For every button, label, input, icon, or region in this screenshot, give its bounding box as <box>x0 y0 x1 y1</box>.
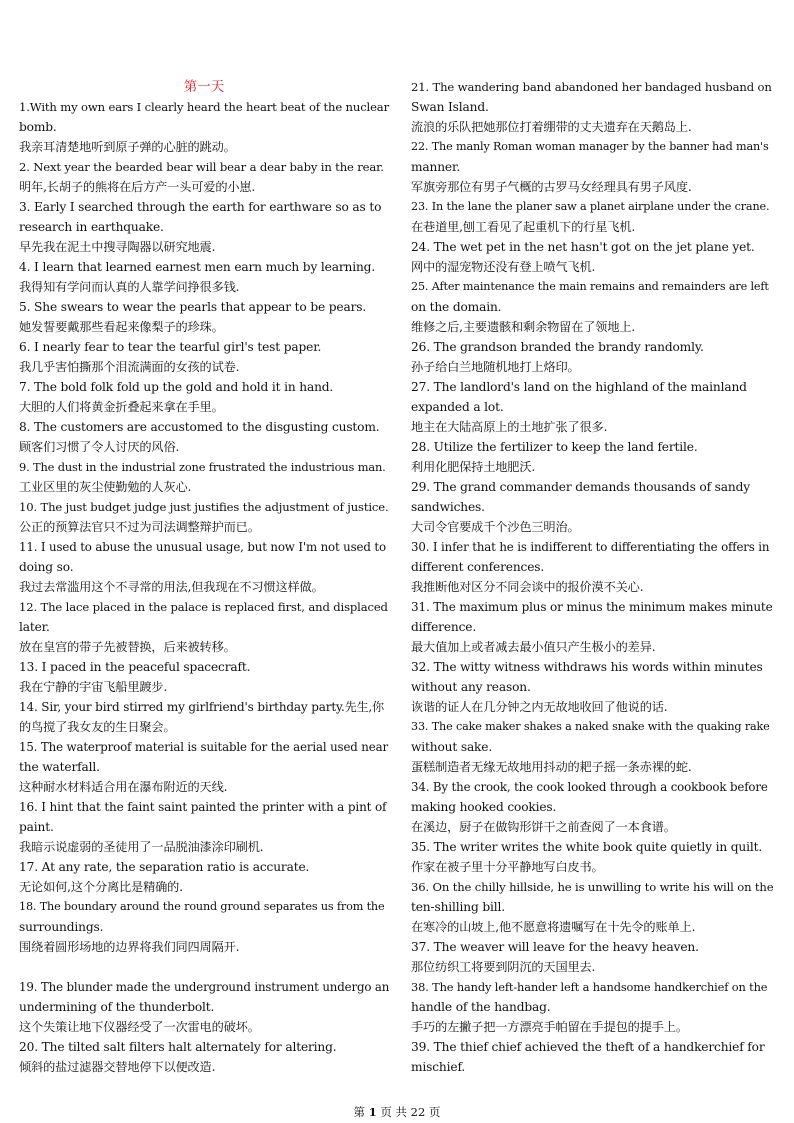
text-line: 流浪的乐队把她那位打着绷带的丈夫遗弃在天鹅岛上. <box>411 120 692 134</box>
text-line: 网中的湿宠物还没有登上喷气飞机. <box>411 260 596 274</box>
text-line: 作家在被子里十分平静地写白皮书。 <box>411 860 604 874</box>
text-line: 在巷道里,刨工看见了起重机下的行星飞机. <box>411 220 636 234</box>
text-line: bomb. <box>19 120 57 134</box>
text-line: 22. The manly Roman woman manager by the banner had man's <box>411 140 769 153</box>
text-line: 6. I nearly fear to tear the tearful girl's test paper. <box>19 340 322 354</box>
footer-prefix: 第 <box>353 1105 366 1119</box>
text-line: 8. The customers are accustomed to the disgusting custom. <box>19 420 380 434</box>
text-line: handle of the handbag. <box>411 1000 551 1014</box>
text-line: 16. I hint that the faint saint painted the printer with a pint of <box>19 800 387 814</box>
text-line: 诙谐的证人在几分钟之内无故地收回了他说的话. <box>411 700 668 714</box>
text-line: the waterfall. <box>19 760 100 774</box>
text-line: 顾客们习惯了令人讨厌的风俗. <box>19 440 180 454</box>
text-line: 在溪边，厨子在做钩形饼干之前查阅了一本食谱。 <box>411 820 676 834</box>
text-line: 我过去常滥用这个不寻常的用法,但我现在不习惯这样做。 <box>19 580 324 594</box>
text-line: 13. I paced in the peaceful spacecraft. <box>19 660 251 674</box>
footer-page-number: 1 <box>368 1105 377 1119</box>
text-line: 我几乎害怕撕那个泪流满面的女孩的试卷. <box>19 360 240 374</box>
text-line: 21. The wandering band abandoned her bandaged husband on <box>411 80 772 94</box>
footer-total-pages: 22 <box>410 1105 426 1119</box>
text-line: 利用化肥保持土地肥沃. <box>411 460 536 474</box>
text-line: 我在宁静的宇宙飞船里踱步. <box>19 680 168 694</box>
text-line: 24. The wet pet in the net hasn't got on the jet plane yet. <box>411 240 755 254</box>
text-line: 36. On the chilly hillside, he is unwilling to write his will on the <box>411 880 774 894</box>
blank-line <box>19 957 389 977</box>
text-line: undermining of the thunderbolt. <box>19 1000 215 1014</box>
text-line: 10. The just budget judge just justifies the adjustment of justice. <box>19 500 389 514</box>
text-line: 28. Utilize the fertilizer to keep the land fertile. <box>411 440 698 454</box>
text-line: 32. The witty witness withdraws his words within minutes <box>411 660 763 674</box>
page-title: 第一天 <box>183 79 225 95</box>
text-line: 早先我在泥土中搜寻陶器以研究地震. <box>19 240 216 254</box>
footer-suffix: 页 <box>428 1105 441 1119</box>
text-line: 5. She swears to wear the pearls that appear to be pears. <box>19 300 367 314</box>
text-line: 倾斜的盐过滤器交替地停下以便改造. <box>19 1060 216 1074</box>
text-line: 孙子给白兰地随机地打上烙印。 <box>411 360 580 374</box>
text-line: ten-shilling bill. <box>411 900 505 914</box>
text-line: 无论如何,这个分离比是精确的. <box>19 880 183 894</box>
text-line: 她发誓要戴那些看起来像梨子的珍珠。 <box>19 320 224 334</box>
text-line: 的鸟搅了我女友的生日聚会。 <box>19 720 176 734</box>
text-line: 我暗示说虚弱的圣徒用了一品脱油漆涂印刷机. <box>19 840 264 854</box>
text-line: 大胆的人们将黄金折叠起来拿在手里。 <box>19 400 224 414</box>
text-line: 19. The blunder made the underground instrument undergo an <box>19 980 390 994</box>
text-line: 33. The cake maker shakes a naked snake with the quaking rake <box>411 720 770 733</box>
text-line: 我亲耳清楚地听到原子弹的心脏的跳动。 <box>19 140 236 154</box>
text-line: 地主在大陆高原上的土地扩张了很多. <box>411 420 608 434</box>
text-line: different conferences. <box>411 560 545 574</box>
text-line: mischief. <box>411 1060 466 1074</box>
text-line: 11. I used to abuse the unusual usage, but now I'm not used to <box>19 540 386 554</box>
text-line: later. <box>19 620 50 634</box>
text-line: doing so. <box>19 560 74 574</box>
text-line: 38. The handy left-hander left a handsome handkerchief on the <box>411 980 768 994</box>
page-footer <box>0 1104 794 1120</box>
text-line: 维修之后,主要遗骸和剩余物留在了领地上. <box>411 320 636 334</box>
right-column <box>411 77 773 1077</box>
text-line: 2. Next year the bearded bear will bear a dear baby in the rear. <box>19 160 384 174</box>
text-line: making hooked cookies. <box>411 800 557 814</box>
left-column <box>19 77 389 1077</box>
text-line: 35. The writer writes the white book quite quietly in quilt. <box>411 840 763 854</box>
text-line: 最大值加上或者减去最小值只产生极小的差异. <box>411 640 656 654</box>
text-line: research in earthquake. <box>19 220 164 234</box>
text-line: manner. <box>411 160 461 174</box>
text-line: 25. After maintenance the main remains and remainders are left <box>411 280 769 293</box>
text-line: 放在皇宫的带子先被替换，后来被转移。 <box>19 640 236 654</box>
text-line: 26. The grandson branded the brandy randomly. <box>411 340 704 354</box>
text-line: 39. The thief chief achieved the theft of a handkerchief for <box>411 1040 765 1054</box>
text-line: Swan Island. <box>411 100 489 114</box>
text-line: 1.With my own ears I clearly heard the heart beat of the nuclear <box>19 100 389 114</box>
text-line: expanded a lot. <box>411 400 504 414</box>
text-line: 27. The landlord's land on the highland of the mainland <box>411 380 747 394</box>
text-line: 我得知有学问而认真的人靠学问挣很多钱. <box>19 280 240 294</box>
text-line: on the domain. <box>411 300 502 314</box>
text-line: without any reason. <box>411 680 531 694</box>
text-line: 大司令官要成千个沙色三明治。 <box>411 520 580 534</box>
text-line: 明年,长胡子的熊将在后方产一头可爱的小崽. <box>19 180 256 194</box>
text-line: 公正的预算法官只不过为司法调整辩护而已。 <box>19 520 260 534</box>
text-line: 12. The lace placed in the palace is replaced first, and displaced <box>19 600 388 614</box>
text-line: without sake. <box>411 740 493 754</box>
text-line: 7. The bold folk fold up the gold and hold it in hand. <box>19 380 334 394</box>
text-line: 15. The waterproof material is suitable for the aerial used near <box>19 740 388 754</box>
text-line: 工业区里的灰尘使勤勉的人灰心. <box>19 480 192 494</box>
text-line: 手巧的左撇子把一方漂亮手帕留在手提包的提手上。 <box>411 1020 688 1034</box>
text-line: 我推断他对区分不同会谈中的报价漠不关心. <box>411 580 644 594</box>
text-line: surroundings. <box>19 920 104 934</box>
text-line: 这个失策让地下仪器经受了一次雷电的破坏。 <box>19 1020 260 1034</box>
text-line: 3. Early I searched through the earth for earthware so as to <box>19 200 382 214</box>
text-line: sandwiches. <box>411 500 485 514</box>
text-line: 那位纺织工将要到阴沉的天国里去. <box>411 960 596 974</box>
text-line: 17. At any rate, the separation ratio is accurate. <box>19 860 310 874</box>
text-line: 这种耐水材料适合用在瀑布附近的天线. <box>19 780 228 794</box>
text-line: 20. The tilted salt filters halt alternately for altering. <box>19 1040 337 1054</box>
text-line: paint. <box>19 820 54 834</box>
text-line: 18. The boundary around the round ground separates us from the <box>19 900 385 913</box>
text-line: 37. The weaver will leave for the heavy heaven. <box>411 940 699 954</box>
text-line: difference. <box>411 620 477 634</box>
text-line: 蛋糕制造者无缘无故地用抖动的耙子摇一条赤裸的蛇. <box>411 760 692 774</box>
text-line: 9. The dust in the industrial zone frustrated the industrious man. <box>19 460 386 474</box>
text-line: 在寒冷的山坡上,他不愿意将遗嘱写在十先令的账单上. <box>411 920 696 934</box>
text-line: 23. In the lane the planer saw a planet airplane under the crane. <box>411 200 770 213</box>
text-line: 围绕着圆形场地的边界将我们同四周隔开. <box>19 940 240 954</box>
text-line: 30. I infer that he is indifferent to differentiating the offers in <box>411 540 770 554</box>
footer-middle: 页 共 <box>380 1105 408 1119</box>
text-line: 34. By the crook, the cook looked through a cookbook before <box>411 780 768 794</box>
text-line: 29. The grand commander demands thousands of sandy <box>411 480 750 494</box>
text-line: 14. Sir, your bird stirred my girlfriend's birthday party.先生,你 <box>19 700 384 714</box>
text-line: 军旗旁那位有男子气概的古罗马女经理具有男子风度. <box>411 180 692 194</box>
text-line: 4. I learn that learned earnest men earn much by learning. <box>19 260 376 274</box>
text-line: 31. The maximum plus or minus the minimum makes minute <box>411 600 773 614</box>
